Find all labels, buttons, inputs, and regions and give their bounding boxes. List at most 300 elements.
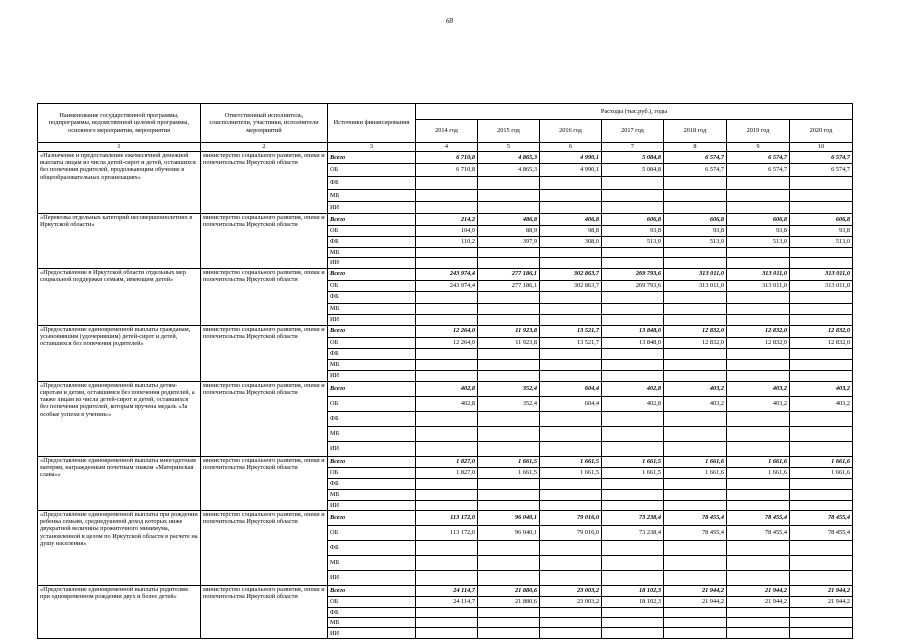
expense-value: 403,2	[790, 396, 853, 411]
expense-value: 96 040,1	[478, 510, 540, 525]
expense-value	[602, 202, 664, 214]
expense-value	[478, 348, 540, 359]
expense-value	[602, 411, 664, 426]
expense-value: 12 832,0	[727, 325, 790, 337]
expense-value	[602, 555, 664, 570]
expense-value	[790, 500, 853, 510]
program-name: «Предоставление единовременной выплаты при рождении ребенка семьям, среднедушевой доход которых ниже двукратной величины прожиточного минимума, установленной в целом по Иркутской области в расчете на душу населения»	[38, 510, 201, 585]
expense-value	[727, 348, 790, 359]
expense-value: 88,9	[478, 226, 540, 237]
expense-value	[416, 370, 478, 381]
expense-value	[664, 248, 727, 258]
expense-value	[478, 540, 540, 555]
table-row-total	[38, 152, 853, 164]
expense-value	[664, 478, 727, 489]
funding-source: ФБ	[328, 177, 416, 190]
funding-source: ФБ	[328, 291, 416, 303]
expense-value	[478, 618, 540, 628]
expense-value: 402,8	[602, 381, 664, 396]
expense-value	[727, 291, 790, 303]
funding-source: ИИ	[328, 370, 416, 381]
expense-value	[727, 177, 790, 190]
expense-value: 269 793,6	[602, 268, 664, 280]
expense-value	[790, 618, 853, 628]
expense-value	[478, 190, 540, 202]
table-row-total	[38, 214, 853, 226]
expense-value	[540, 618, 602, 628]
expense-value	[540, 478, 602, 489]
header-year: 2016 год	[540, 120, 602, 143]
expense-value: 313 011,0	[664, 268, 727, 280]
expense-value	[416, 489, 478, 500]
expense-value: 4 990,1	[540, 152, 602, 164]
expense-value: 1 661,5	[602, 467, 664, 478]
expense-value	[790, 202, 853, 214]
funding-source: ОБ	[328, 596, 416, 607]
expense-value: 302 863,7	[540, 280, 602, 291]
index-cell: 7	[602, 143, 664, 152]
expense-value	[478, 607, 540, 617]
funding-source: Всего	[328, 456, 416, 467]
expense-value	[602, 248, 664, 258]
expense-value	[416, 190, 478, 202]
expense-value: 606,8	[727, 214, 790, 226]
expense-value: 13 521,7	[540, 325, 602, 337]
funding-source: ФБ	[328, 411, 416, 426]
expense-value	[790, 478, 853, 489]
expense-value: 21 944,2	[790, 585, 853, 596]
expense-value	[664, 618, 727, 628]
table-row-total	[38, 381, 853, 396]
expense-value	[540, 628, 602, 638]
expense-value	[790, 628, 853, 638]
expense-value	[478, 500, 540, 510]
expense-value	[727, 314, 790, 325]
expense-value: 406,8	[540, 214, 602, 226]
expense-value: 403,2	[727, 381, 790, 396]
expense-value	[790, 426, 853, 441]
expense-value: 352,4	[478, 396, 540, 411]
expense-value	[664, 303, 727, 314]
expense-value: 78 455,4	[790, 510, 853, 525]
expense-value: 6 574,7	[664, 152, 727, 164]
expense-value	[790, 303, 853, 314]
expense-value	[540, 348, 602, 359]
expense-value	[790, 348, 853, 359]
funding-source: ОБ	[328, 164, 416, 177]
expense-value	[478, 426, 540, 441]
table-row-total	[38, 585, 853, 596]
expense-value	[790, 441, 853, 456]
expense-value: 12 832,0	[664, 337, 727, 348]
expense-value: 313 011,0	[790, 280, 853, 291]
funding-source: Всего	[328, 268, 416, 280]
header-year: 2018 год	[664, 120, 727, 143]
expense-value	[790, 370, 853, 381]
expense-value	[478, 177, 540, 190]
expense-value	[727, 478, 790, 489]
expense-value: 12 832,0	[790, 325, 853, 337]
expense-value: 12 264,0	[416, 325, 478, 337]
expense-value	[416, 303, 478, 314]
expense-value: 606,8	[790, 214, 853, 226]
expense-value: 21 944,2	[790, 596, 853, 607]
expense-value	[540, 489, 602, 500]
expense-value: 402,8	[602, 396, 664, 411]
expense-value: 21 880,6	[478, 596, 540, 607]
expense-value	[602, 177, 664, 190]
expense-value	[602, 500, 664, 510]
expense-value: 13 521,7	[540, 337, 602, 348]
expense-value: 78 455,4	[664, 510, 727, 525]
funding-source: МБ	[328, 489, 416, 500]
header-responsible: Ответственный исполнитель, соисполнители, участники, исполнители мероприятий	[201, 104, 328, 143]
expense-value	[602, 370, 664, 381]
expense-value	[727, 570, 790, 585]
expense-value	[416, 258, 478, 268]
expense-value	[416, 248, 478, 258]
expense-value	[727, 489, 790, 500]
expense-value: 11 923,8	[478, 325, 540, 337]
expense-value: 93,8	[602, 226, 664, 237]
funding-source: Всего	[328, 381, 416, 396]
expense-value	[664, 258, 727, 268]
expense-value: 113 172,0	[416, 510, 478, 525]
expense-value: 21 944,2	[727, 596, 790, 607]
expense-value: 13 848,0	[602, 337, 664, 348]
funding-source: Всего	[328, 325, 416, 337]
expense-value	[478, 555, 540, 570]
expense-value: 1 661,5	[540, 456, 602, 467]
expense-value: 277 186,1	[478, 268, 540, 280]
expense-value: 21 944,2	[664, 596, 727, 607]
expense-value: 1 661,5	[602, 456, 664, 467]
expense-value: 24 114,7	[416, 596, 478, 607]
expense-value: 486,8	[478, 214, 540, 226]
expense-value: 308,0	[540, 237, 602, 248]
expense-value	[664, 555, 727, 570]
expense-value	[540, 190, 602, 202]
expense-value: 98,8	[540, 226, 602, 237]
expense-value	[727, 540, 790, 555]
expense-value: 243 974,4	[416, 280, 478, 291]
expense-value: 21 944,2	[727, 585, 790, 596]
expense-value	[416, 291, 478, 303]
expense-value: 513,0	[602, 237, 664, 248]
expense-value: 403,2	[790, 381, 853, 396]
expense-value	[664, 570, 727, 585]
expense-value: 1 661,5	[478, 456, 540, 467]
funding-source: МБ	[328, 555, 416, 570]
expense-value	[478, 370, 540, 381]
responsible-executor: министерство социального развития, опеки и попечительства Иркутской области	[201, 214, 328, 269]
expense-value	[790, 555, 853, 570]
expense-value	[602, 314, 664, 325]
funding-source: ОБ	[328, 280, 416, 291]
index-row	[38, 143, 853, 152]
expense-value: 21 880,6	[478, 585, 540, 596]
expense-value	[790, 359, 853, 370]
expense-value	[664, 411, 727, 426]
expense-value	[790, 248, 853, 258]
expense-value: 78 455,4	[727, 525, 790, 540]
expense-value: 113 172,0	[416, 525, 478, 540]
expense-value	[727, 359, 790, 370]
expense-value: 513,0	[664, 237, 727, 248]
funding-source: ФБ	[328, 237, 416, 248]
funding-source: МБ	[328, 248, 416, 258]
expense-value	[416, 441, 478, 456]
expense-value	[416, 202, 478, 214]
funding-source: ИИ	[328, 202, 416, 214]
expense-value	[540, 500, 602, 510]
expense-value: 18 102,3	[602, 585, 664, 596]
expense-value: 6 574,7	[790, 164, 853, 177]
funding-source: ИИ	[328, 314, 416, 325]
table-row-total	[38, 268, 853, 280]
expense-value	[727, 258, 790, 268]
expense-value	[540, 303, 602, 314]
program-name: «Предоставление единовременной выплаты родителям при одновременном рождении двух и более детей»	[38, 585, 201, 638]
expense-value	[602, 258, 664, 268]
expense-value	[664, 291, 727, 303]
expense-value	[602, 359, 664, 370]
expense-value	[540, 441, 602, 456]
expense-value	[602, 441, 664, 456]
expense-value	[416, 540, 478, 555]
expense-value	[602, 291, 664, 303]
expense-value: 93,8	[664, 226, 727, 237]
expense-value	[478, 359, 540, 370]
expense-value	[790, 314, 853, 325]
expense-value: 606,8	[664, 214, 727, 226]
expense-value: 402,8	[416, 381, 478, 396]
expense-value: 6 574,7	[727, 164, 790, 177]
expense-value	[540, 202, 602, 214]
expense-value	[416, 607, 478, 617]
expense-value	[602, 190, 664, 202]
funding-source: ОБ	[328, 467, 416, 478]
expense-value	[540, 555, 602, 570]
expense-value	[540, 370, 602, 381]
header-year: 2020 год	[790, 120, 853, 143]
index-cell: 1	[38, 143, 201, 152]
expense-value	[478, 570, 540, 585]
expense-value	[664, 202, 727, 214]
header-row	[38, 104, 853, 120]
expense-value	[664, 370, 727, 381]
expense-value	[727, 441, 790, 456]
expense-value	[664, 489, 727, 500]
expense-value	[664, 177, 727, 190]
funding-source: Всего	[328, 214, 416, 226]
expense-value: 23 003,2	[540, 596, 602, 607]
expense-value: 12 264,0	[416, 337, 478, 348]
expense-value: 1 661,6	[664, 456, 727, 467]
expense-value	[664, 540, 727, 555]
expense-value: 313 011,0	[727, 268, 790, 280]
header-source: Источники финансирования	[328, 104, 416, 143]
index-cell: 5	[478, 143, 540, 152]
expense-value	[540, 411, 602, 426]
expense-value	[416, 500, 478, 510]
expense-value	[416, 478, 478, 489]
header-program: Наименование государственной программы, подпрограммы, ведомственной целевой программы, основного мероприятия, мероприятия	[38, 104, 201, 143]
expense-value: 78 455,4	[790, 525, 853, 540]
funding-source: ФБ	[328, 478, 416, 489]
expense-value	[416, 411, 478, 426]
expense-value: 277 186,1	[478, 280, 540, 291]
expense-value: 21 944,2	[664, 585, 727, 596]
program-name: «Предоставление единовременной выплаты многодетным матерям, награжденным почетным знаком «Материнская слава»»	[38, 456, 201, 510]
funding-source: МБ	[328, 359, 416, 370]
expense-value	[478, 489, 540, 500]
expense-value: 4 865,3	[478, 164, 540, 177]
budget-table	[37, 103, 853, 639]
expense-value: 6 710,8	[416, 152, 478, 164]
expense-value: 1 661,5	[540, 467, 602, 478]
funding-source: Всего	[328, 510, 416, 525]
expense-value	[727, 426, 790, 441]
expense-value: 5 084,8	[602, 152, 664, 164]
table-row-total	[38, 325, 853, 337]
expense-value	[790, 291, 853, 303]
funding-source: Всего	[328, 152, 416, 164]
expense-value: 23 003,2	[540, 585, 602, 596]
page-number: 68	[446, 17, 453, 25]
expense-value	[540, 177, 602, 190]
expense-value	[602, 426, 664, 441]
expense-value	[664, 348, 727, 359]
expense-value	[790, 177, 853, 190]
expense-value	[790, 258, 853, 268]
funding-source: ОБ	[328, 525, 416, 540]
funding-source: МБ	[328, 618, 416, 628]
expense-value: 402,8	[416, 396, 478, 411]
expense-value: 1 661,6	[664, 467, 727, 478]
expense-value	[478, 628, 540, 638]
expense-value	[727, 202, 790, 214]
expense-value: 513,0	[727, 237, 790, 248]
expense-value	[727, 190, 790, 202]
expense-value: 13 848,0	[602, 325, 664, 337]
expense-value	[664, 607, 727, 617]
expense-value	[416, 426, 478, 441]
responsible-executor: министерство социального развития, опеки и попечительства Иркутской области	[201, 325, 328, 381]
funding-source: ОБ	[328, 396, 416, 411]
funding-source: ИИ	[328, 500, 416, 510]
expense-value: 1 661,6	[790, 467, 853, 478]
expense-value	[602, 489, 664, 500]
funding-source: Всего	[328, 585, 416, 596]
expense-value: 6 710,8	[416, 164, 478, 177]
expense-value	[540, 258, 602, 268]
expense-value	[540, 426, 602, 441]
table-row-total	[38, 510, 853, 525]
expense-value	[478, 258, 540, 268]
expense-value	[478, 202, 540, 214]
expense-value	[478, 303, 540, 314]
funding-source: ИИ	[328, 570, 416, 585]
funding-source: ОБ	[328, 337, 416, 348]
expense-value: 78 455,4	[727, 510, 790, 525]
expense-value: 18 102,3	[602, 596, 664, 607]
expense-value: 604,4	[540, 381, 602, 396]
expense-value	[540, 291, 602, 303]
expense-value: 4 865,3	[478, 152, 540, 164]
expense-value	[790, 540, 853, 555]
expense-value	[416, 570, 478, 585]
header-year: 2017 год	[602, 120, 664, 143]
expense-value	[727, 303, 790, 314]
expense-value: 96 040,1	[478, 525, 540, 540]
expense-value: 12 832,0	[790, 337, 853, 348]
index-cell: 9	[727, 143, 790, 152]
responsible-executor: министерство социального развития, опеки и попечительства Иркутской области	[201, 268, 328, 325]
expense-value	[727, 555, 790, 570]
expense-value: 73 238,4	[602, 525, 664, 540]
expense-value: 606,8	[602, 214, 664, 226]
expense-value: 79 016,0	[540, 510, 602, 525]
expense-value	[727, 618, 790, 628]
expense-value	[602, 348, 664, 359]
expense-value: 302 863,7	[540, 268, 602, 280]
expense-value	[664, 314, 727, 325]
expense-value	[540, 570, 602, 585]
expense-value: 79 016,0	[540, 525, 602, 540]
expense-value: 78 455,4	[664, 525, 727, 540]
program-name: «Назначение и предоставление ежемесячной денежной выплаты лицам из числа детей-сирот и детей, оставшихся без попечения родителей, продолжающим обучение в общеобразовательных организациях»	[38, 152, 201, 214]
expense-value: 313 011,0	[727, 280, 790, 291]
expense-value	[727, 248, 790, 258]
expense-value	[664, 426, 727, 441]
expense-value	[416, 555, 478, 570]
index-cell: 8	[664, 143, 727, 152]
funding-source: ФБ	[328, 348, 416, 359]
expense-value	[416, 177, 478, 190]
expense-value: 4 990,1	[540, 164, 602, 177]
expense-value: 403,2	[664, 381, 727, 396]
expense-value	[790, 411, 853, 426]
header-year: 2019 год	[727, 120, 790, 143]
funding-source: ИИ	[328, 628, 416, 638]
expense-value: 403,2	[664, 396, 727, 411]
expense-value: 214,2	[416, 214, 478, 226]
expense-value	[727, 628, 790, 638]
header-year: 2015 год	[478, 120, 540, 143]
expense-value: 313 011,0	[664, 280, 727, 291]
funding-source: МБ	[328, 190, 416, 202]
expense-value	[540, 359, 602, 370]
funding-source: ИИ	[328, 258, 416, 268]
responsible-executor: министерство социального развития, опеки и попечительства Иркутской области	[201, 456, 328, 510]
index-cell: 10	[790, 143, 853, 152]
expense-value	[602, 570, 664, 585]
expense-value	[602, 628, 664, 638]
responsible-executor: министерство социального развития, опеки и попечительства Иркутской области	[201, 585, 328, 638]
expense-value	[540, 248, 602, 258]
expense-value: 24 114,7	[416, 585, 478, 596]
expense-value	[478, 248, 540, 258]
expense-value: 1 661,6	[790, 456, 853, 467]
program-name: «Предоставление единовременной выплаты детям-сиротам и детям, оставшимся без попечения родителей, а также лицам из числа детей-сирот и детей, оставшихся без попечения родителей, которым вручена медаль «За особые успехи в учении»»	[38, 381, 201, 456]
funding-source: МБ	[328, 303, 416, 314]
header-expenses: Расходы (тыс.руб.), годы	[416, 104, 853, 120]
expense-value	[664, 441, 727, 456]
expense-value: 1 661,5	[478, 467, 540, 478]
expense-value: 313 011,0	[790, 268, 853, 280]
index-cell: 4	[416, 143, 478, 152]
